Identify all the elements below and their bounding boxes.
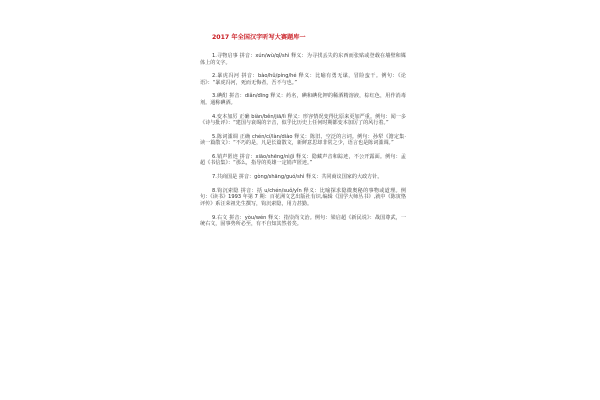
document-body bbox=[200, 34, 406, 235]
entry-3: 3.碘酊 拼音：diǎn/dīng 释义：药名，碘和碘化钾的稀酒精溶液，棕红色，用作消毒剂。通称碘酒。 bbox=[200, 93, 406, 106]
entry-8: 8.钩沉索隐 拼音：括 u/chén/suǒ/yǐn 释义：比喻探求隐微奥秘的事物或道理。例句：《读书》1993 年第 7 期：百花洲文艺出版社有识,编辑《国学大师丛书》,就中《陈寅恪评传》系汪荣祖先生撰写，钩沉索隐，用力甚勤。 bbox=[200, 187, 406, 207]
entry-6: 6.销声匿迹 拼音：xiāo/shēng/nì/jì 释义：隐藏声音和踪迹，不公开露面。例句：孟超《书信集》：“那么，指导的英雄一定销声匿迹。” bbox=[200, 153, 406, 167]
entry-2: 2.暴虎冯河 拼音：bào/hǔ/píng/hé 释义：比喻有勇无谋，冒险蛮干。例句：《论语》：“暴虎冯河，死而无悔者，吾不与也。” bbox=[200, 73, 406, 86]
entry-7: 7.共商国是 拼音：gòng/shāng/guó/shì 释义：共同商议国家的大政方针。 bbox=[212, 174, 383, 181]
document-title: 2017 年全国汉字听写大赛题库一 bbox=[212, 34, 306, 41]
entry-4: 4.变本加厉 正确 biàn/běn/jiā/lì 释义：形容情况变得比原来更加严重。例句：闻一多《诗与批评》：“建国与衰竭的辛音，似乎比历史上任何时期都变本加厉了的风行着。” bbox=[200, 113, 406, 127]
entry-5: 5.陈词滥调 正确 chén/cí/làn/diào 释义：陈旧、空泛的言词。例句：孙犁《澹定集·读一篇散文》：“不巧的是，凡是长篇散文，新鲜意思却非常之少，语言也是陈词滥调。” bbox=[200, 133, 406, 147]
entry-9: 9.右文 拼音：yòu/wén 释义：指崇尚文治。例句：梁启超《新民说》：战国尊武，一统右文，固事势所必至，有不自知其然者矣。 bbox=[200, 214, 406, 227]
entry-1: 1.寻物启事 拼音：xún/wù/qǐ/shì 释义：为寻找丢失的东西而张贴或登载在墙壁和媒体上的文字。 bbox=[200, 53, 406, 66]
